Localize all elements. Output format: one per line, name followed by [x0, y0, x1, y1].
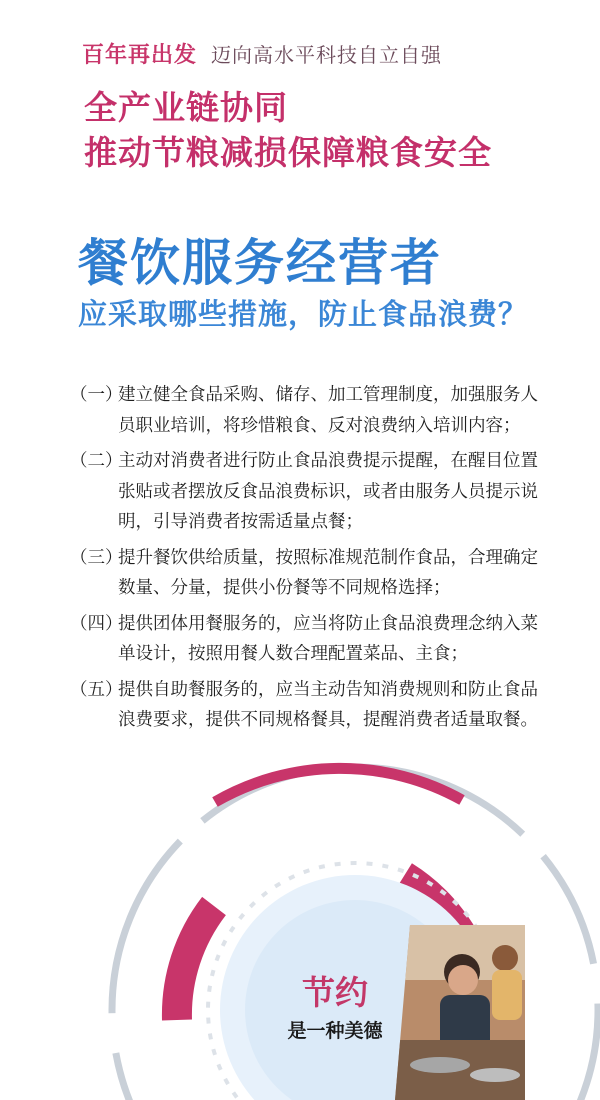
- header: [82, 38, 442, 68]
- item-number: （五）: [70, 679, 123, 700]
- question-subtitle: 应采取哪些措施，防止食品浪费？: [78, 297, 529, 331]
- item-number: （一）: [70, 385, 123, 405]
- badge-sub-text: 是一种美德: [287, 1020, 383, 1042]
- item-text: 主动对消费者进行防止食品浪费提示提醒，在醒目位置张贴或者摆放反食品浪费标识，或者由服务人员提示说明，引导消费者按需适量点餐；: [118, 451, 538, 532]
- item-text: 建立健全食品采购、储存、加工管理制度，加强服务人员职业培训，将珍惜粮食、反对浪费纳入培训内容；: [118, 385, 538, 436]
- item-number: （四）: [70, 613, 123, 634]
- list-item: [70, 446, 540, 538]
- list-item: [70, 675, 540, 736]
- item-text: 提供团体用餐服务的，应当将防止食品浪费理念纳入菜单设计，按照用餐人数合理配置菜品、主食；: [118, 613, 538, 664]
- badge-main-text: 节约: [302, 973, 368, 1012]
- list-item: [70, 543, 540, 604]
- tagline: 迈向高水平科技自立自强: [211, 43, 443, 67]
- question-title: 餐饮服务经营者: [78, 234, 442, 292]
- item-text: 提升餐饮供给质量，按照标准规范制作食品，合理确定数量、分量，提供小份餐等不同规格选择；: [118, 547, 538, 598]
- headline-line-2: 推动节粮减损保障粮食安全: [84, 133, 492, 172]
- measures-list: [70, 380, 540, 741]
- item-number: （二）: [70, 451, 123, 471]
- list-item: [70, 609, 540, 670]
- item-text: 提供自助餐服务的，应当主动告知消费规则和防止食品浪费要求，提供不同规格餐具，提醒消费者适量取餐。: [118, 679, 538, 730]
- headline-line-1: 全产业链协同: [84, 88, 288, 127]
- list-item: [70, 380, 540, 441]
- brand-slogan: 百年再出发: [82, 43, 198, 68]
- item-number: （三）: [70, 547, 123, 568]
